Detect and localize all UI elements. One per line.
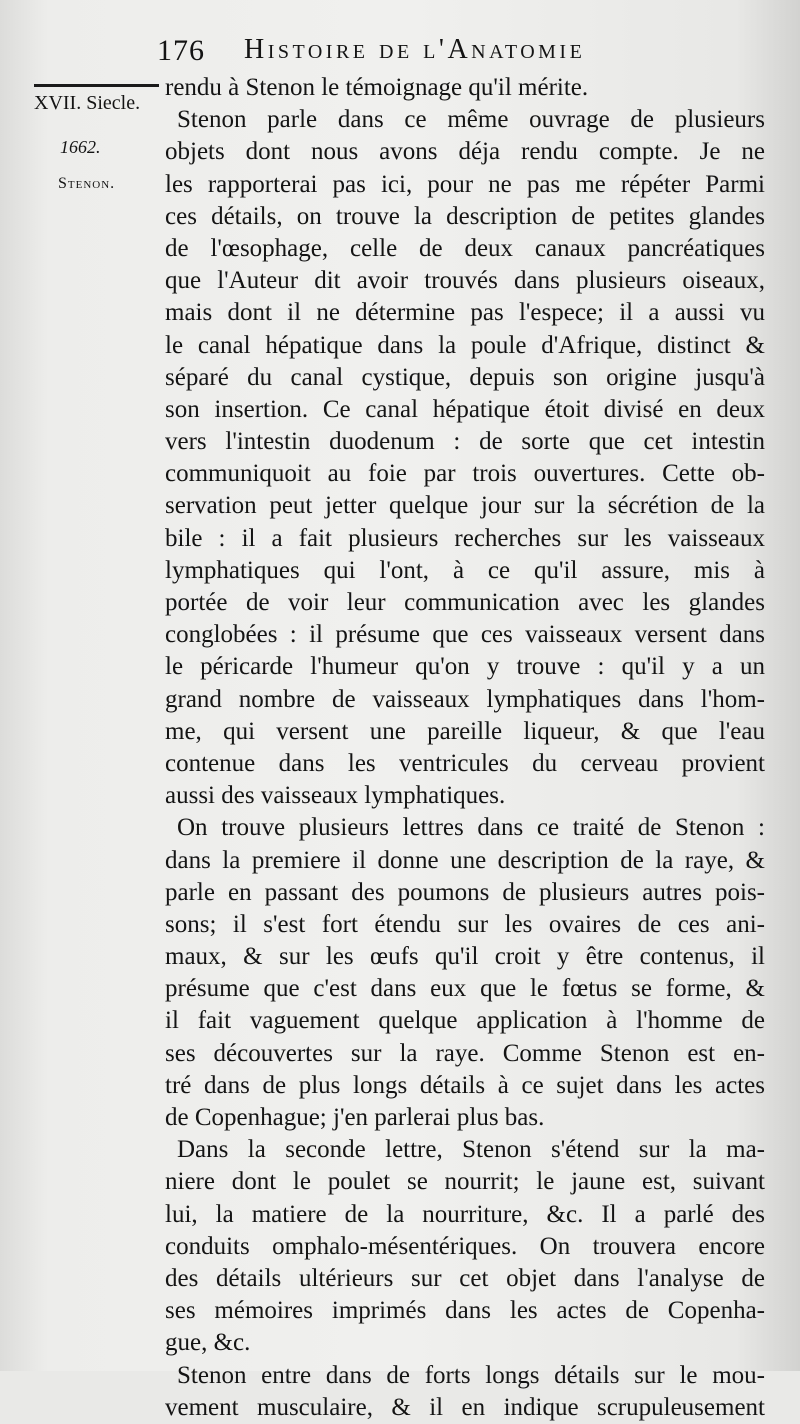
text-line: dans la premiere il donne une description de la raye, & (165, 846, 765, 874)
text-line: mais dont il ne détermine pas l'espece; il a aussi vu (165, 299, 765, 327)
text-line: tré dans de plus longs détails à ce sujet dans les actes (165, 1071, 765, 1099)
page-header (0, 34, 800, 74)
margin-rule (34, 84, 159, 87)
text-line: ces détails, on trouve la description de petites glandes (165, 202, 765, 230)
text-line: les rapporterai pas ici, pour ne pas me répéter Parmi (165, 170, 765, 198)
margin-century: XVII. Siecle. (34, 92, 141, 114)
text-line: lui, la matiere de la nourriture, &c. Il a parlé des (165, 1200, 765, 1228)
text-line: de Copenhague; j'en parlerai plus bas. (165, 1104, 545, 1131)
text-line: vement musculaire, & il en indique scrupuleusement (165, 1393, 765, 1421)
text-line: niere dont le poulet se nourrit; le jaune est, suivant (165, 1168, 765, 1196)
text-line: Stenon entre dans de forts longs détails sur le mou- (177, 1361, 765, 1389)
text-line: contenue dans les ventricules du cerveau provient (165, 749, 765, 777)
text-line: Stenon parle dans ce même ouvrage de plusieurs (177, 106, 765, 134)
text-line: conglobées : il présume que ces vaisseaux versent dans (165, 621, 765, 649)
text-line: vers l'intestin duodenum : de sorte que cet intestin (165, 428, 765, 456)
running-title: Histoire de l'Anatomie (244, 34, 586, 65)
text-line: objets dont nous avons déja rendu compte. Je ne (165, 138, 765, 166)
text-line: On trouve plusieurs lettres dans ce traité de Stenon : (177, 814, 765, 842)
text-line: gue, &c. (165, 1329, 251, 1357)
text-line: ses découvertes sur la raye. Comme Stenon est en- (165, 1039, 765, 1067)
margin-name: Stenon. (58, 175, 116, 192)
text-line: servation peut jetter quelque jour sur la sécrétion de la (165, 492, 765, 520)
text-line: aussi des vaisseaux lymphatiques. (165, 782, 506, 810)
margin-year: 1662. (60, 137, 101, 157)
text-line: de l'œsophage, celle de deux canaux pancréatiques (165, 234, 765, 262)
text-line: communiquoit au foie par trois ouvertures. Cette ob- (165, 460, 765, 488)
text-line: parle en passant des poumons de plusieurs autres pois- (165, 878, 765, 906)
text-line: grand nombre de vaisseaux lymphatiques dans l'hom- (165, 685, 765, 713)
text-line: présume que c'est dans eux que le fœtus se forme, & (165, 975, 765, 1003)
body-text (165, 72, 765, 1424)
text-line: des détails ultérieurs sur cet objet dans l'analyse de (165, 1264, 765, 1292)
text-line: rendu à Stenon le témoignage qu'il mérite. (165, 74, 589, 101)
text-line: lymphatiques qui l'ont, à ce qu'il assure, mis à (165, 556, 765, 584)
page-number: 176 (157, 34, 205, 67)
text-line: sons; il s'est fort étendu sur les ovaires de ces ani- (165, 910, 765, 938)
text-line: portée de voir leur communication avec les glandes (165, 589, 765, 616)
text-line: son insertion. Ce canal hépatique étoit divisé en deux (165, 395, 765, 423)
text-line: le canal hépatique dans la poule d'Afrique, distinct & (165, 331, 765, 359)
text-line: séparé du canal cystique, depuis son origine jusqu'à (165, 363, 765, 391)
text-line: il fait vaguement quelque application à l'homme de (165, 1007, 765, 1035)
text-line: le péricarde l'humeur qu'on y trouve : qu'il y a un (165, 653, 765, 681)
text-line: que l'Auteur dit avoir trouvés dans plusieurs oiseaux, (165, 267, 765, 295)
text-line: me, qui versent une pareille liqueur, & que l'eau (165, 717, 765, 745)
text-line: conduits omphalo-mésentériques. On trouvera encore (165, 1232, 765, 1260)
text-line: ses mémoires imprimés dans les actes de Copenha- (165, 1297, 765, 1325)
text-line: maux, & sur les œufs qu'il croit y être contenus, il (165, 943, 765, 971)
text-line: Dans la seconde lettre, Stenon s'étend sur la ma- (177, 1136, 765, 1164)
text-line: bile : il a fait plusieurs recherches sur les vaisseaux (165, 524, 765, 552)
